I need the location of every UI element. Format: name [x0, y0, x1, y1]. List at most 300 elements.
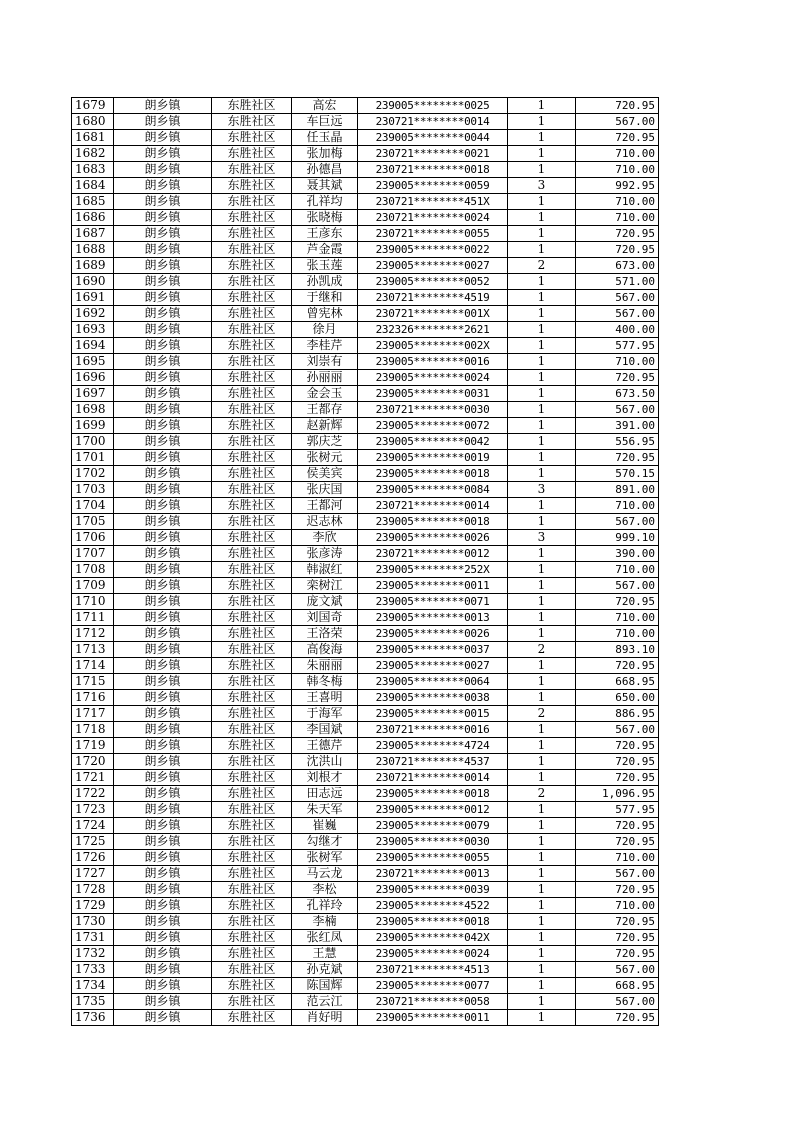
amount-cell: 570.15 [576, 466, 659, 482]
table-row [72, 914, 659, 930]
community-cell: 东胜社区 [212, 162, 292, 178]
community-cell: 东胜社区 [212, 274, 292, 290]
name-cell: 芦金霞 [292, 242, 358, 258]
household-count-cell: 1 [508, 914, 576, 930]
name-cell: 马云龙 [292, 866, 358, 882]
table-row [72, 834, 659, 850]
name-cell: 沈洪山 [292, 754, 358, 770]
name-cell: 张树军 [292, 850, 358, 866]
id-number-cell: 239005********042X [358, 930, 508, 946]
amount-cell: 567.00 [576, 994, 659, 1010]
name-cell: 刘崇有 [292, 354, 358, 370]
town-cell: 朗乡镇 [114, 834, 212, 850]
id-number-cell: 230721********0024 [358, 210, 508, 226]
community-cell: 东胜社区 [212, 962, 292, 978]
id-number-cell: 239005********0011 [358, 1010, 508, 1026]
town-cell: 朗乡镇 [114, 1010, 212, 1026]
household-count-cell: 1 [508, 370, 576, 386]
row-number-cell: 1724 [72, 818, 114, 834]
row-number-cell: 1717 [72, 706, 114, 722]
household-count-cell: 1 [508, 306, 576, 322]
town-cell: 朗乡镇 [114, 578, 212, 594]
household-count-cell: 1 [508, 434, 576, 450]
town-cell: 朗乡镇 [114, 642, 212, 658]
community-cell: 东胜社区 [212, 914, 292, 930]
community-cell: 东胜社区 [212, 242, 292, 258]
name-cell: 高俊海 [292, 642, 358, 658]
id-number-cell: 230721********4537 [358, 754, 508, 770]
town-cell: 朗乡镇 [114, 178, 212, 194]
table-row [72, 674, 659, 690]
table-row [72, 354, 659, 370]
household-count-cell: 1 [508, 514, 576, 530]
row-number-cell: 1684 [72, 178, 114, 194]
amount-cell: 720.95 [576, 754, 659, 770]
household-count-cell: 1 [508, 210, 576, 226]
household-count-cell: 1 [508, 498, 576, 514]
household-count-cell: 1 [508, 770, 576, 786]
table-row [72, 786, 659, 802]
town-cell: 朗乡镇 [114, 130, 212, 146]
id-number-cell: 232326********2621 [358, 322, 508, 338]
table-row [72, 770, 659, 786]
row-number-cell: 1708 [72, 562, 114, 578]
household-count-cell: 1 [508, 738, 576, 754]
table-row [72, 322, 659, 338]
name-cell: 朱丽丽 [292, 658, 358, 674]
name-cell: 崔巍 [292, 818, 358, 834]
amount-cell: 720.95 [576, 914, 659, 930]
name-cell: 刘国奇 [292, 610, 358, 626]
household-count-cell: 3 [508, 530, 576, 546]
amount-cell: 720.95 [576, 946, 659, 962]
name-cell: 张红凤 [292, 930, 358, 946]
name-cell: 张晓梅 [292, 210, 358, 226]
row-number-cell: 1699 [72, 418, 114, 434]
household-count-cell: 1 [508, 610, 576, 626]
community-cell: 东胜社区 [212, 978, 292, 994]
community-cell: 东胜社区 [212, 578, 292, 594]
household-count-cell: 1 [508, 546, 576, 562]
town-cell: 朗乡镇 [114, 914, 212, 930]
amount-cell: 720.95 [576, 738, 659, 754]
id-number-cell: 239005********0055 [358, 850, 508, 866]
id-number-cell: 239005********0064 [358, 674, 508, 690]
name-cell: 李国斌 [292, 722, 358, 738]
id-number-cell: 239005********0079 [358, 818, 508, 834]
row-number-cell: 1721 [72, 770, 114, 786]
household-count-cell: 1 [508, 882, 576, 898]
id-number-cell: 239005********252X [358, 562, 508, 578]
community-cell: 东胜社区 [212, 770, 292, 786]
id-number-cell: 239005********4522 [358, 898, 508, 914]
town-cell: 朗乡镇 [114, 210, 212, 226]
name-cell: 高宏 [292, 98, 358, 114]
amount-cell: 720.95 [576, 930, 659, 946]
name-cell: 孙丽丽 [292, 370, 358, 386]
household-count-cell: 1 [508, 562, 576, 578]
community-cell: 东胜社区 [212, 306, 292, 322]
town-cell: 朗乡镇 [114, 482, 212, 498]
row-number-cell: 1731 [72, 930, 114, 946]
community-cell: 东胜社区 [212, 562, 292, 578]
community-cell: 东胜社区 [212, 98, 292, 114]
amount-cell: 710.00 [576, 354, 659, 370]
amount-cell: 1,096.95 [576, 786, 659, 802]
household-count-cell: 1 [508, 242, 576, 258]
table-row [72, 530, 659, 546]
amount-cell: 710.00 [576, 626, 659, 642]
community-cell: 东胜社区 [212, 850, 292, 866]
name-cell: 孙凯成 [292, 274, 358, 290]
row-number-cell: 1711 [72, 610, 114, 626]
community-cell: 东胜社区 [212, 114, 292, 130]
id-number-cell: 239005********0025 [358, 98, 508, 114]
name-cell: 朱天军 [292, 802, 358, 818]
community-cell: 东胜社区 [212, 1010, 292, 1026]
name-cell: 金会玉 [292, 386, 358, 402]
id-number-cell: 230721********0018 [358, 162, 508, 178]
id-number-cell: 230721********0030 [358, 402, 508, 418]
name-cell: 孙克斌 [292, 962, 358, 978]
table-row [72, 818, 659, 834]
row-number-cell: 1700 [72, 434, 114, 450]
household-count-cell: 2 [508, 642, 576, 658]
row-number-cell: 1725 [72, 834, 114, 850]
name-cell: 张玉莲 [292, 258, 358, 274]
community-cell: 东胜社区 [212, 690, 292, 706]
row-number-cell: 1704 [72, 498, 114, 514]
amount-cell: 720.95 [576, 834, 659, 850]
household-count-cell: 2 [508, 258, 576, 274]
amount-cell: 720.95 [576, 882, 659, 898]
name-cell: 王慧 [292, 946, 358, 962]
table-row [72, 178, 659, 194]
data-table [71, 97, 659, 1026]
name-cell: 于海军 [292, 706, 358, 722]
amount-cell: 673.00 [576, 258, 659, 274]
id-number-cell: 230721********451X [358, 194, 508, 210]
town-cell: 朗乡镇 [114, 290, 212, 306]
amount-cell: 720.95 [576, 450, 659, 466]
id-number-cell: 239005********0030 [358, 834, 508, 850]
amount-cell: 710.00 [576, 850, 659, 866]
name-cell: 张树元 [292, 450, 358, 466]
table-row [72, 754, 659, 770]
row-number-cell: 1687 [72, 226, 114, 242]
amount-cell: 567.00 [576, 578, 659, 594]
row-number-cell: 1712 [72, 626, 114, 642]
name-cell: 赵新辉 [292, 418, 358, 434]
town-cell: 朗乡镇 [114, 818, 212, 834]
row-number-cell: 1695 [72, 354, 114, 370]
table-row [72, 114, 659, 130]
id-number-cell: 239005********0019 [358, 450, 508, 466]
town-cell: 朗乡镇 [114, 594, 212, 610]
id-number-cell: 239005********0018 [358, 914, 508, 930]
row-number-cell: 1703 [72, 482, 114, 498]
row-number-cell: 1719 [72, 738, 114, 754]
table-row [72, 802, 659, 818]
community-cell: 东胜社区 [212, 194, 292, 210]
community-cell: 东胜社区 [212, 178, 292, 194]
table-row [72, 306, 659, 322]
table-row [72, 450, 659, 466]
household-count-cell: 1 [508, 978, 576, 994]
id-number-cell: 239005********0039 [358, 882, 508, 898]
town-cell: 朗乡镇 [114, 530, 212, 546]
table-row [72, 866, 659, 882]
household-count-cell: 1 [508, 226, 576, 242]
town-cell: 朗乡镇 [114, 562, 212, 578]
table-row [72, 258, 659, 274]
name-cell: 于继和 [292, 290, 358, 306]
community-cell: 东胜社区 [212, 786, 292, 802]
name-cell: 王喜明 [292, 690, 358, 706]
amount-cell: 891.00 [576, 482, 659, 498]
row-number-cell: 1730 [72, 914, 114, 930]
table-row [72, 98, 659, 114]
town-cell: 朗乡镇 [114, 370, 212, 386]
community-cell: 东胜社区 [212, 290, 292, 306]
name-cell: 侯美宾 [292, 466, 358, 482]
row-number-cell: 1713 [72, 642, 114, 658]
amount-cell: 710.00 [576, 610, 659, 626]
row-number-cell: 1710 [72, 594, 114, 610]
id-number-cell: 239005********0011 [358, 578, 508, 594]
community-cell: 东胜社区 [212, 354, 292, 370]
community-cell: 东胜社区 [212, 530, 292, 546]
household-count-cell: 1 [508, 386, 576, 402]
community-cell: 东胜社区 [212, 674, 292, 690]
table-row [72, 498, 659, 514]
town-cell: 朗乡镇 [114, 770, 212, 786]
town-cell: 朗乡镇 [114, 514, 212, 530]
community-cell: 东胜社区 [212, 130, 292, 146]
amount-cell: 571.00 [576, 274, 659, 290]
household-count-cell: 1 [508, 418, 576, 434]
community-cell: 东胜社区 [212, 594, 292, 610]
amount-cell: 710.00 [576, 162, 659, 178]
table-row [72, 658, 659, 674]
table-row [72, 642, 659, 658]
id-number-cell: 239005********0022 [358, 242, 508, 258]
row-number-cell: 1707 [72, 546, 114, 562]
name-cell: 孙德昌 [292, 162, 358, 178]
community-cell: 东胜社区 [212, 722, 292, 738]
name-cell: 陈国辉 [292, 978, 358, 994]
table-row [72, 210, 659, 226]
name-cell: 李楠 [292, 914, 358, 930]
town-cell: 朗乡镇 [114, 962, 212, 978]
row-number-cell: 1733 [72, 962, 114, 978]
id-number-cell: 230721********0014 [358, 114, 508, 130]
row-number-cell: 1696 [72, 370, 114, 386]
household-count-cell: 1 [508, 994, 576, 1010]
name-cell: 王德芹 [292, 738, 358, 754]
amount-cell: 556.95 [576, 434, 659, 450]
town-cell: 朗乡镇 [114, 162, 212, 178]
id-number-cell: 239005********0031 [358, 386, 508, 402]
community-cell: 东胜社区 [212, 754, 292, 770]
town-cell: 朗乡镇 [114, 898, 212, 914]
row-number-cell: 1734 [72, 978, 114, 994]
town-cell: 朗乡镇 [114, 498, 212, 514]
household-count-cell: 1 [508, 754, 576, 770]
town-cell: 朗乡镇 [114, 610, 212, 626]
table-row [72, 194, 659, 210]
community-cell: 东胜社区 [212, 658, 292, 674]
name-cell: 栾树江 [292, 578, 358, 594]
household-count-cell: 1 [508, 834, 576, 850]
row-number-cell: 1715 [72, 674, 114, 690]
amount-cell: 720.95 [576, 370, 659, 386]
row-number-cell: 1709 [72, 578, 114, 594]
id-number-cell: 230721********4519 [358, 290, 508, 306]
row-number-cell: 1693 [72, 322, 114, 338]
town-cell: 朗乡镇 [114, 882, 212, 898]
table-row [72, 610, 659, 626]
row-number-cell: 1732 [72, 946, 114, 962]
id-number-cell: 230721********0012 [358, 546, 508, 562]
id-number-cell: 239005********0018 [358, 466, 508, 482]
amount-cell: 710.00 [576, 146, 659, 162]
table-row [72, 274, 659, 290]
town-cell: 朗乡镇 [114, 226, 212, 242]
amount-cell: 710.00 [576, 498, 659, 514]
community-cell: 东胜社区 [212, 434, 292, 450]
row-number-cell: 1735 [72, 994, 114, 1010]
amount-cell: 567.00 [576, 514, 659, 530]
name-cell: 聂其斌 [292, 178, 358, 194]
community-cell: 东胜社区 [212, 802, 292, 818]
row-number-cell: 1701 [72, 450, 114, 466]
id-number-cell: 239005********0018 [358, 514, 508, 530]
household-count-cell: 1 [508, 578, 576, 594]
id-number-cell: 239005********0026 [358, 626, 508, 642]
id-number-cell: 239005********0027 [358, 658, 508, 674]
community-cell: 东胜社区 [212, 946, 292, 962]
id-number-cell: 239005********0038 [358, 690, 508, 706]
household-count-cell: 1 [508, 1010, 576, 1026]
name-cell: 李桂芹 [292, 338, 358, 354]
name-cell: 郭庆芝 [292, 434, 358, 450]
amount-cell: 567.00 [576, 962, 659, 978]
town-cell: 朗乡镇 [114, 722, 212, 738]
household-count-cell: 2 [508, 786, 576, 802]
table-body [72, 98, 659, 1026]
table-row [72, 690, 659, 706]
id-number-cell: 239005********0042 [358, 434, 508, 450]
community-cell: 东胜社区 [212, 898, 292, 914]
community-cell: 东胜社区 [212, 210, 292, 226]
name-cell: 王都存 [292, 402, 358, 418]
id-number-cell: 239005********0052 [358, 274, 508, 290]
household-count-cell: 1 [508, 626, 576, 642]
row-number-cell: 1720 [72, 754, 114, 770]
town-cell: 朗乡镇 [114, 98, 212, 114]
table-row [72, 1010, 659, 1026]
household-count-cell: 1 [508, 722, 576, 738]
table-row [72, 882, 659, 898]
amount-cell: 720.95 [576, 658, 659, 674]
amount-cell: 390.00 [576, 546, 659, 562]
name-cell: 任玉晶 [292, 130, 358, 146]
household-count-cell: 1 [508, 962, 576, 978]
row-number-cell: 1683 [72, 162, 114, 178]
name-cell: 李欣 [292, 530, 358, 546]
community-cell: 东胜社区 [212, 402, 292, 418]
amount-cell: 567.00 [576, 722, 659, 738]
id-number-cell: 230721********0013 [358, 866, 508, 882]
name-cell: 勾继才 [292, 834, 358, 850]
household-count-cell: 1 [508, 98, 576, 114]
row-number-cell: 1727 [72, 866, 114, 882]
town-cell: 朗乡镇 [114, 802, 212, 818]
community-cell: 东胜社区 [212, 642, 292, 658]
amount-cell: 710.00 [576, 210, 659, 226]
table-row [72, 514, 659, 530]
community-cell: 东胜社区 [212, 482, 292, 498]
town-cell: 朗乡镇 [114, 754, 212, 770]
town-cell: 朗乡镇 [114, 930, 212, 946]
name-cell: 韩冬梅 [292, 674, 358, 690]
amount-cell: 650.00 [576, 690, 659, 706]
table-row [72, 546, 659, 562]
town-cell: 朗乡镇 [114, 690, 212, 706]
household-count-cell: 1 [508, 594, 576, 610]
name-cell: 王都河 [292, 498, 358, 514]
town-cell: 朗乡镇 [114, 114, 212, 130]
table-row [72, 946, 659, 962]
name-cell: 王洛荣 [292, 626, 358, 642]
town-cell: 朗乡镇 [114, 866, 212, 882]
household-count-cell: 1 [508, 802, 576, 818]
id-number-cell: 230721********0014 [358, 770, 508, 786]
amount-cell: 720.95 [576, 242, 659, 258]
table-row [72, 706, 659, 722]
name-cell: 田志远 [292, 786, 358, 802]
amount-cell: 673.50 [576, 386, 659, 402]
amount-cell: 720.95 [576, 226, 659, 242]
town-cell: 朗乡镇 [114, 450, 212, 466]
town-cell: 朗乡镇 [114, 306, 212, 322]
household-count-cell: 1 [508, 146, 576, 162]
town-cell: 朗乡镇 [114, 786, 212, 802]
row-number-cell: 1680 [72, 114, 114, 130]
id-number-cell: 230721********0016 [358, 722, 508, 738]
id-number-cell: 239005********0027 [358, 258, 508, 274]
name-cell: 孔祥均 [292, 194, 358, 210]
table-row [72, 402, 659, 418]
town-cell: 朗乡镇 [114, 434, 212, 450]
household-count-cell: 1 [508, 866, 576, 882]
town-cell: 朗乡镇 [114, 850, 212, 866]
community-cell: 东胜社区 [212, 466, 292, 482]
name-cell: 迟志林 [292, 514, 358, 530]
table-row [72, 850, 659, 866]
household-count-cell: 1 [508, 930, 576, 946]
table-row [72, 626, 659, 642]
row-number-cell: 1714 [72, 658, 114, 674]
community-cell: 东胜社区 [212, 930, 292, 946]
town-cell: 朗乡镇 [114, 658, 212, 674]
household-count-cell: 1 [508, 466, 576, 482]
household-count-cell: 3 [508, 178, 576, 194]
community-cell: 东胜社区 [212, 514, 292, 530]
amount-cell: 400.00 [576, 322, 659, 338]
id-number-cell: 239005********4724 [358, 738, 508, 754]
